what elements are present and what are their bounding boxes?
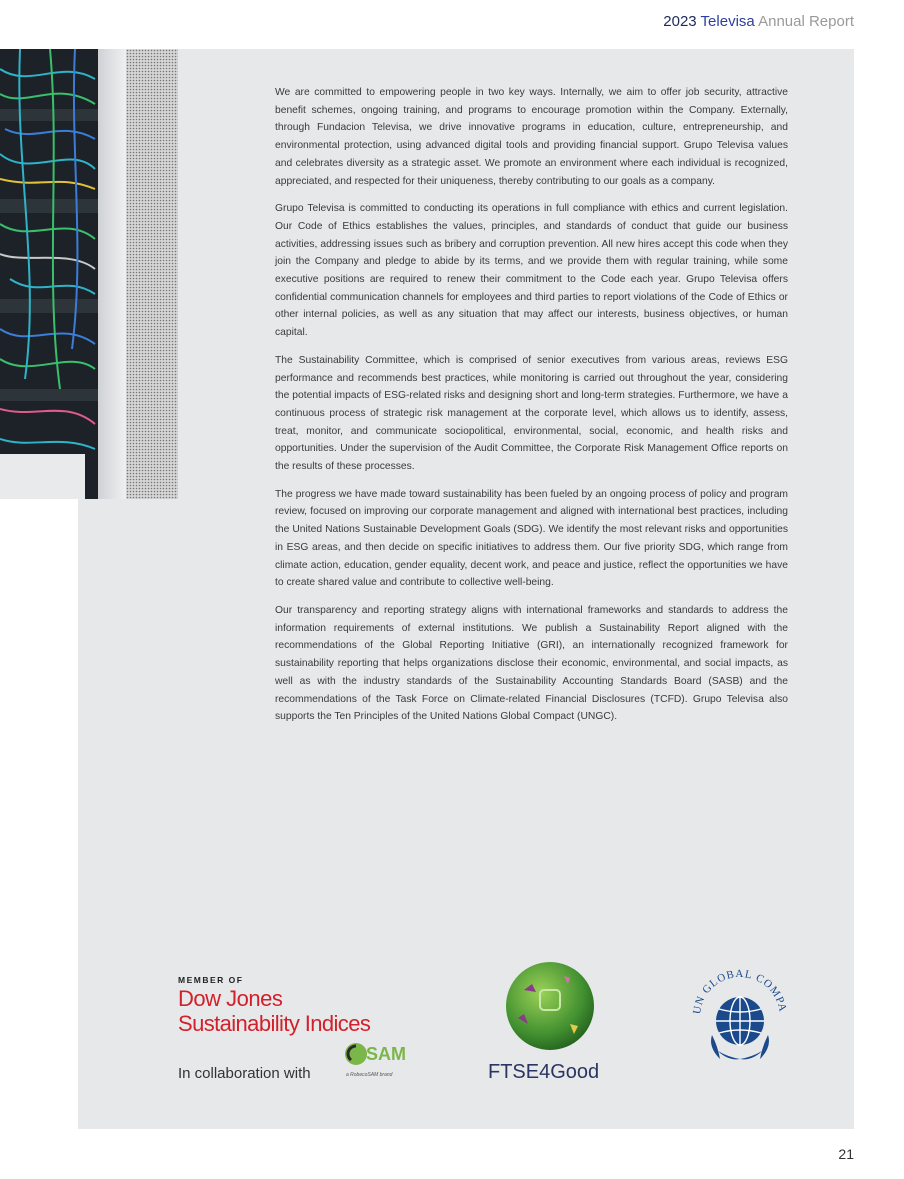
sam-text: SAM bbox=[366, 1044, 406, 1064]
paragraph-transparency: Our transparency and reporting strategy aligns with international frameworks and standards to address the information requirements of external institutions. We publish a Sustainability Report aligned with the recommendations of the Global Reporting Initiative (GRI), an internationally recognized framework for sustainability reporting that helps organizations disclose their economic, environmental, and social impacts, as well as with the industry standards of the Sustainability Accounting Standards Board (SASB) and the recommendations of the Task Force on Climate-related Financial Disclosures (TCFD). Grupo Televisa also supports the Ten Principles of the United Nations Global Compact (UNGC). bbox=[275, 604, 788, 723]
un-global-compact-logo bbox=[690, 965, 790, 1075]
paragraph-sustainability-committee: The Sustainability Committee, which is comprised of senior executives from various areas, reviews ESG performance and recommends best practices, while monitoring is carried out throughout the year, considering the potential impacts of ESG-related risks and designing short and long-term strategies. Furthermore, we have a continuous process of strategic risk management at the corporate level, which allows us to identify, assess, treat, monitor, and communicate sociopolitical, environmental, social, economic, and health risks and opportunities. Under the supervision of the Audit Committee, the Corporate Risk Management Office reports on the results of these processes. bbox=[275, 354, 788, 473]
djsi-sustainability-indices: Sustainability Indices bbox=[178, 1011, 371, 1036]
report-header bbox=[663, 13, 854, 30]
header-year: 2023 bbox=[663, 13, 697, 30]
paragraph-people: We are committed to empowering people in two key ways. Internally, we aim to offer job security, attractive benefit schemes, ongoing training, and programs to encourage promotion within the Company. Externally, through Fundacion Televisa, we drive innovative programs in education, culture, entrepreneurship, and environmental protection, using advanced digital tools and providing financial support. Grupo Televisa values and celebrates diversity as a strategic asset. We promote an environment where each individual is recognized, appreciated, and respected for their uniqueness, thereby contributing to our goals as a company. bbox=[275, 87, 788, 187]
header-title: Annual Report bbox=[758, 13, 854, 30]
body-text bbox=[275, 84, 788, 736]
server-cables-photo bbox=[0, 49, 178, 499]
globe-icon bbox=[504, 960, 596, 1052]
ungc-arc-text: UN GLOBAL COMPA bbox=[690, 967, 789, 1015]
un-emblem-icon bbox=[690, 965, 790, 1075]
header-brand: Televisa bbox=[700, 13, 755, 30]
sam-swirl-icon bbox=[344, 1042, 368, 1066]
ftse4good-name: FTSE4Good bbox=[488, 1061, 600, 1083]
paragraph-ethics: Grupo Televisa is committed to conducting its operations in full compliance with ethics and current legislation. Our Code of Ethics establishes the values, principles, and standards of conduct that guide our business activities, addressing issues such as bribery and corruption prevention. All new hires accept this code when they join the Company and pledge to abide by its terms, and we provide them with regular training, while some executive positions are required to renew their commitment to the Code each year. Grupo Televisa offers confidential communication channels for employees and third parties to report violations of the Code of Ethics or other internal policies, as well as any situation that may affect our interests, business objectives, or human capital. bbox=[275, 203, 788, 339]
page-number: 21 bbox=[838, 1146, 854, 1162]
djsi-logo bbox=[178, 975, 428, 1085]
djsi-dow-jones: Dow Jones bbox=[178, 986, 283, 1011]
djsi-member-of: MEMBER OF bbox=[178, 975, 244, 985]
sam-logo bbox=[344, 1042, 424, 1082]
ftse4good-logo bbox=[485, 960, 615, 1090]
djsi-collaboration: In collaboration with bbox=[178, 1065, 311, 1082]
sam-subtext: a RobecoSAM brand bbox=[346, 1072, 393, 1078]
paragraph-progress: The progress we have made toward sustainability has been fueled by an ongoing process of policy and program review, focused on improving our corporate management and aligned with international best practices, including the United Nations Sustainable Development Goals (SDG). We identify the most relevant risks and opportunities in ESG areas, and then decide on specific initiatives to address them. Our five priority SDG, which range from climate action, education, gender equality, decent work, and peace and justice, reflect the opportunities we have to create shared value and contribute to collective well-being. bbox=[275, 488, 788, 589]
